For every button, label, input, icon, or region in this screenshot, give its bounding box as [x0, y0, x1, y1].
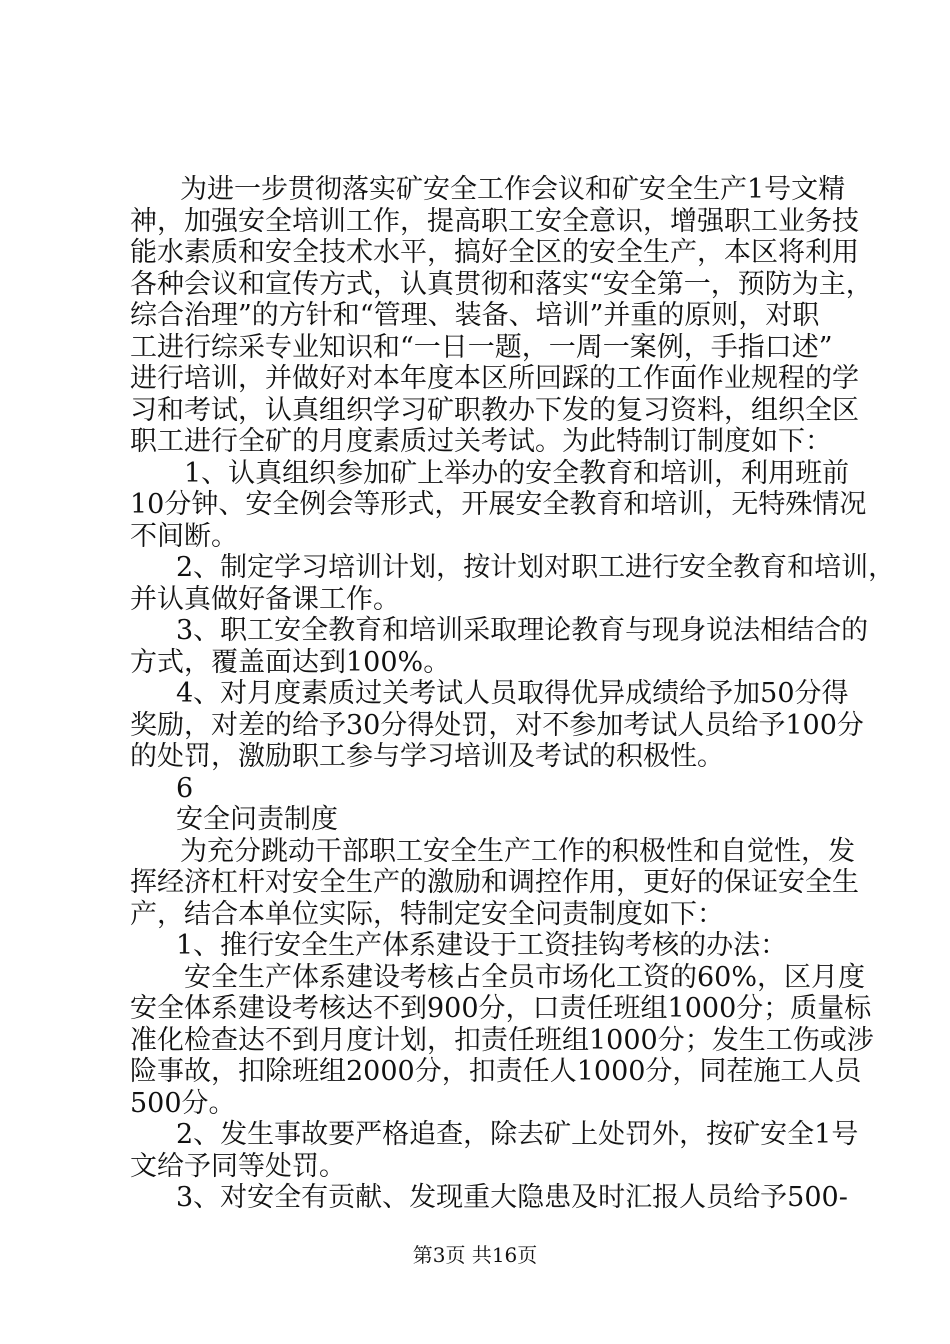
paragraph-line: 综合治理”的方针和“管理、装备、培训”并重的原则，对职 [130, 300, 820, 331]
list-item-line: 2、制定学习培训计划，按计划对职工进行安全教育和培训， [176, 552, 896, 583]
paragraph-line: 500分。 [130, 1087, 236, 1119]
list-item-line: 的处罚，激励职工参与学习培训及考试的积极性。 [130, 741, 724, 772]
page-number: 第3页 共16页 [412, 1243, 538, 1267]
section-number: 6 [176, 772, 194, 804]
list-item-line: 文给予同等处罚。 [130, 1150, 346, 1182]
list-item-line: 1、认真组织参加矿上举办的安全教育和培训，利用班前 [184, 457, 850, 489]
list-item-line: 4、对月度素质过关考试人员取得优异成绩给予加50分得 [176, 678, 849, 709]
paragraph-line: 险事故，扣除班组2000分，扣责任人1000分，同茬施工人员 [130, 1056, 862, 1087]
list-item-line: 10分钟、安全例会等形式，开展安全教育和培训，无特殊情况 [130, 489, 867, 520]
paragraph-line: 为进一步贯彻落实矿安全工作会议和矿安全生产1号文精 [180, 174, 846, 205]
list-item-line: 不间断。 [130, 520, 238, 552]
paragraph-line: 职工进行全矿的月度素质过关考试。为此特制订制度如下： [130, 426, 832, 457]
list-item-line: 1、推行安全生产体系建设于工资挂钩考核的办法： [176, 930, 788, 961]
paragraph-line: 准化检查达不到月度计划，扣责任班组1000分；发生工伤或涉 [130, 1024, 874, 1056]
paragraph-line: 安全生产体系建设考核占全员市场化工资的60%，区月度 [184, 961, 866, 993]
list-item-line: 2、发生事故要严格追查，除去矿上处罚外，按矿安全1号 [176, 1119, 859, 1150]
list-item-line: 3、对安全有贡献、发现重大隐患及时汇报人员给予500- [176, 1182, 848, 1213]
paragraph-line: 进行培训，并做好对本年度本区所回踩的工作面作业规程的学 [130, 363, 859, 394]
list-item-line: 并认真做好备课工作。 [130, 583, 400, 615]
list-item-line: 方式，覆盖面达到100%。 [130, 646, 451, 678]
paragraph-line: 为充分跳动干部职工安全生产工作的积极性和自觉性，发 [180, 835, 855, 867]
document-body [130, 174, 896, 1214]
list-item-line: 奖励，对差的给予30分得处罚，对不参加考试人员给予100分 [130, 709, 864, 741]
paragraph-line: 能水素质和安全技术水平，搞好全区的安全生产，本区将利用 [130, 237, 859, 268]
paragraph-line: 产，结合本单位实际，特制定安全问责制度如下： [130, 898, 724, 930]
paragraph-line: 各种会议和宣传方式，认真贯彻和落实“安全第一，预防为主， [130, 268, 873, 300]
section-heading: 安全问责制度 [176, 804, 338, 835]
paragraph-line: 挥经济杠杆对安全生产的激励和调控作用，更好的保证安全生 [130, 867, 859, 898]
page-footer [0, 1243, 950, 1267]
paragraph-line: 安全体系建设考核达不到900分，口责任班组1000分；质量标 [130, 993, 872, 1024]
paragraph-line: 工进行综采专业知识和“一日一题，一周一案例，手指口述” [130, 331, 833, 363]
paragraph-line: 习和考试，认真组织学习矿职教办下发的复习资料，组织全区 [130, 394, 859, 426]
list-item-line: 3、职工安全教育和培训采取理论教育与现身说法相结合的 [176, 615, 869, 646]
paragraph-line: 神，加强安全培训工作，提高职工安全意识，增强职工业务技 [130, 205, 859, 237]
